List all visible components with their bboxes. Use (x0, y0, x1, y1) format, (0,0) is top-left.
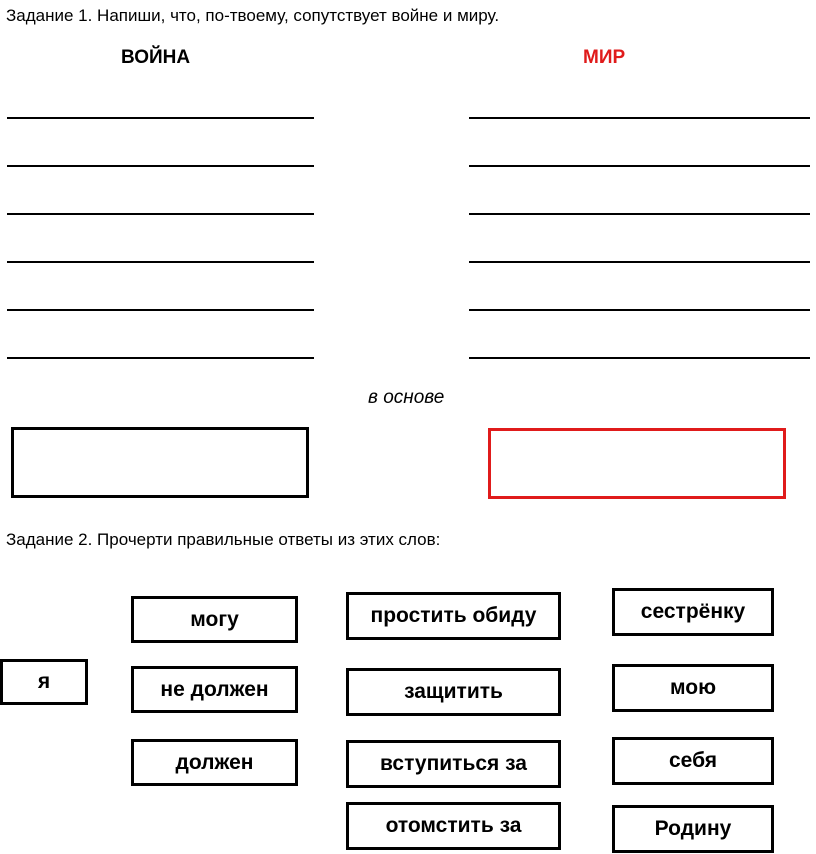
word-box[interactable] (612, 805, 774, 853)
word-label: отомстить за (385, 814, 522, 837)
peace-answer-line[interactable] (469, 357, 810, 359)
peace-heading: МИР (583, 47, 626, 68)
peace-answer-line[interactable] (469, 213, 810, 215)
word-label: вступиться за (380, 752, 527, 775)
peace-answer-line[interactable] (469, 309, 810, 311)
war-answer-line[interactable] (7, 357, 314, 359)
peace-basis-box[interactable] (488, 428, 786, 499)
word-box[interactable] (131, 666, 298, 713)
basis-label: в основе (368, 387, 445, 408)
peace-answer-line[interactable] (469, 261, 810, 263)
subject-word: я (37, 670, 51, 693)
war-answer-line[interactable] (7, 165, 314, 167)
subject-word-box[interactable] (0, 659, 88, 705)
word-label: простить обиду (370, 604, 537, 627)
word-label: должен (175, 750, 254, 774)
word-box[interactable] (346, 802, 561, 850)
word-box[interactable] (131, 596, 298, 643)
peace-answer-line[interactable] (469, 165, 810, 167)
task1-title: Задание 1. Напиши, что, по-твоему, сопутствует войне и миру. (6, 6, 500, 25)
word-box[interactable] (131, 739, 298, 786)
word-label: могу (190, 607, 239, 631)
word-label: сестрёнку (640, 600, 746, 623)
word-box[interactable] (346, 740, 561, 788)
word-label: защитить (404, 680, 503, 703)
war-answer-line[interactable] (7, 309, 314, 311)
war-answer-line[interactable] (7, 261, 314, 263)
word-box[interactable] (612, 664, 774, 712)
war-basis-box[interactable] (11, 427, 309, 498)
word-box[interactable] (346, 668, 561, 716)
word-label: не должен (160, 677, 269, 701)
word-box[interactable] (612, 588, 774, 636)
task2-title: Задание 2. Прочерти правильные ответы из этих слов: (6, 530, 441, 549)
war-answer-line[interactable] (7, 117, 314, 119)
word-label: себя (668, 749, 718, 772)
word-box[interactable] (346, 592, 561, 640)
peace-answer-line[interactable] (469, 117, 810, 119)
war-answer-line[interactable] (7, 213, 314, 215)
word-label: Родину (654, 817, 732, 840)
word-label: мою (669, 676, 717, 699)
word-box[interactable] (612, 737, 774, 785)
war-heading: ВОЙНА (121, 47, 191, 68)
